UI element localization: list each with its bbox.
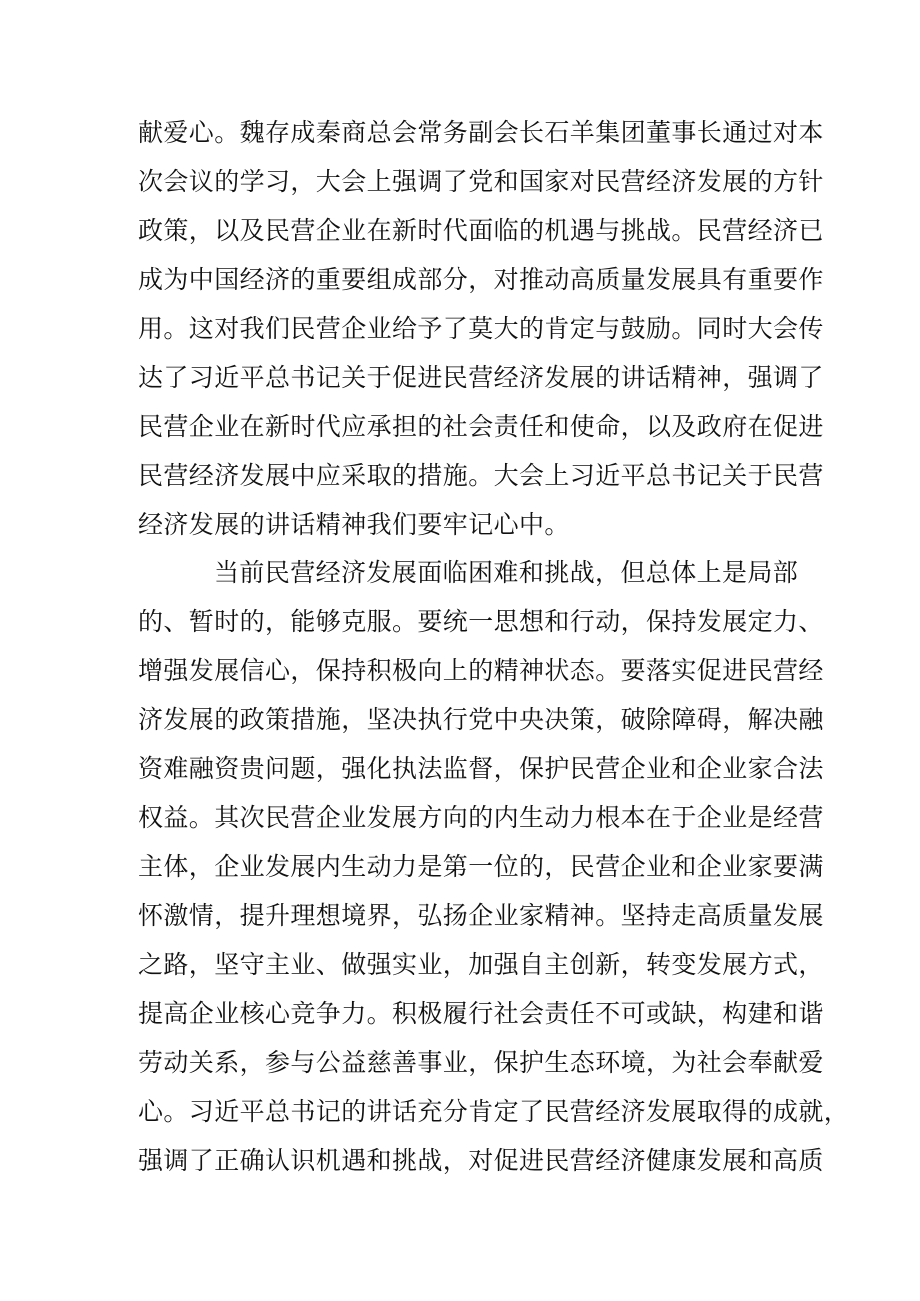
paragraph-2-line-5: 资难融资贵问题，强化执法监督，保护民营企业和企业家合法 [138, 754, 824, 783]
paragraph-2-line-13: 强调了正确认识机遇和挑战，对促进民营经济健康发展和高质 [138, 1146, 824, 1175]
paragraph-2-line-2: 的、暂时的，能够克服。要统一思想和行动，保持发展定力、 [138, 607, 824, 636]
paragraph-1-line-1: 献爱心。魏存成秦商总会常务副会长石羊集团董事长通过对本 [138, 118, 824, 147]
paragraph-1-line-3: 政策，以及民营企业在新时代面临的机遇与挑战。民营经济已 [138, 216, 824, 245]
paragraph-2-line-1: 当前民营经济发展面临困难和挑战，但总体上是局部 [214, 558, 799, 587]
paragraph-1 [138, 108, 824, 549]
paragraph-1-line-7: 民营企业在新时代应承担的社会责任和使命，以及政府在促进 [138, 412, 824, 441]
paragraph-2-line-12: 心。习近平总书记的讲话充分肯定了民营经济发展取得的成就， [138, 1097, 850, 1126]
paragraph-2-line-3: 增强发展信心，保持积极向上的精神状态。要落实促进民营经 [138, 656, 824, 685]
paragraph-2-line-4: 济发展的政策措施，坚决执行党中央决策，破除障碍，解决融 [138, 705, 824, 734]
paragraph-2-line-8: 怀激情，提升理想境界，弘扬企业家精神。坚持走高质量发展 [138, 901, 824, 930]
paragraph-1-line-2: 次会议的学习，大会上强调了党和国家对民营经济发展的方针 [138, 167, 824, 196]
paragraph-2 [138, 548, 850, 1185]
paragraph-1-line-4: 成为中国经济的重要组成部分，对推动高质量发展具有重要作 [138, 265, 824, 294]
paragraph-2-line-9: 之路，坚守主业、做强实业，加强自主创新，转变发展方式， [138, 950, 824, 979]
paragraph-2-line-6: 权益。其次民营企业发展方向的内生动力根本在于企业是经营 [138, 803, 824, 832]
paragraph-1-line-6: 达了习近平总书记关于促进民营经济发展的讲话精神，强调了 [138, 363, 824, 392]
paragraph-1-line-5: 用。这对我们民营企业给予了莫大的肯定与鼓励。同时大会传 [138, 314, 824, 343]
paragraph-1-line-8: 民营经济发展中应采取的措施。大会上习近平总书记关于民营 [138, 461, 824, 490]
paragraph-2-line-11: 劳动关系，参与公益慈善事业，保护生态环境，为社会奉献爱 [138, 1048, 824, 1077]
paragraph-1-line-9: 经济发展的讲话精神我们要牢记心中。 [138, 510, 570, 539]
paragraph-2-line-7: 主体，企业发展内生动力是第一位的，民营企业和企业家要满 [138, 852, 824, 881]
paragraph-2-line-10: 提高企业核心竞争力。积极履行社会责任不可或缺，构建和谐 [138, 999, 824, 1028]
